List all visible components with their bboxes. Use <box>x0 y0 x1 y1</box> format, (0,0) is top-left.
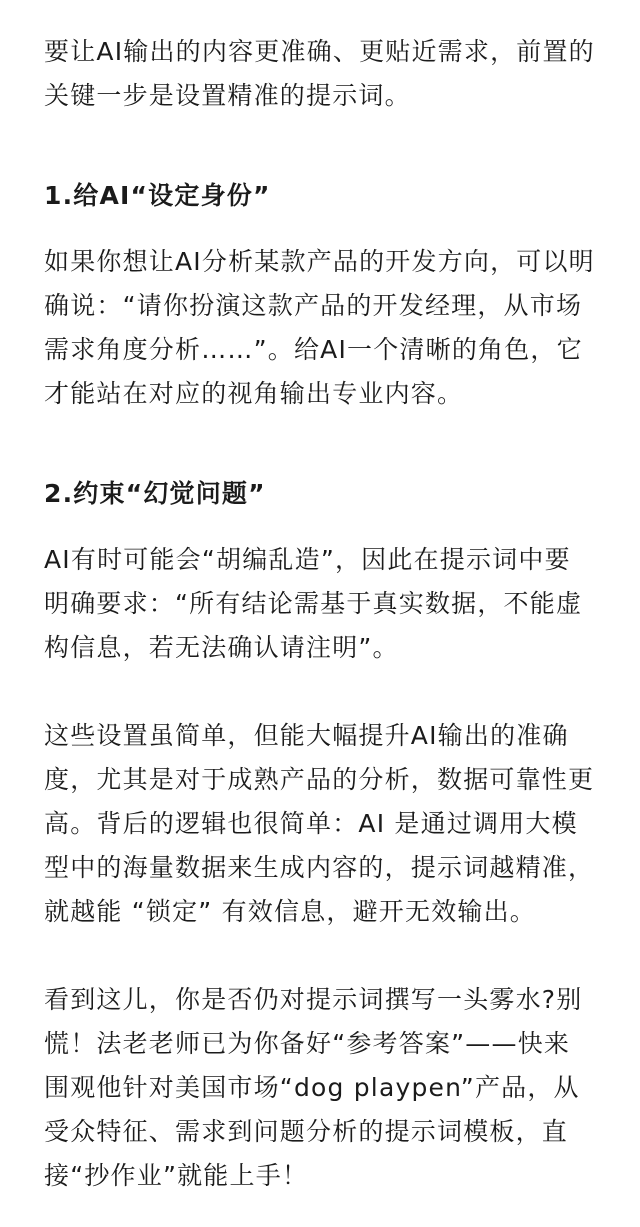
closing-paragraph: 看到这儿，你是否仍对提示词撰写一头雾水?别慌！法老老师已为你备好“参考答案”——快来围观他针对美国市场“dog playpen”产品，从受众特征、需求到问题分析的提示词模板，直接“抄作业”就能上手！ <box>44 985 583 1190</box>
spacer <box>44 516 596 538</box>
section-2-title: 2.约束“幻觉问题” <box>44 479 266 508</box>
spacer <box>44 670 596 714</box>
section-2-body: AI有时可能会“胡编乱造”，因此在提示词中要明确要求：“所有结论需基于真实数据，不能虚构信息，若无法确认请注明”。 <box>44 545 583 662</box>
section-1-title: 1.给AI“设定身份” <box>44 181 271 210</box>
spacer <box>44 416 596 472</box>
spacer <box>44 218 596 240</box>
spacer <box>44 934 596 978</box>
section-1-body: 如果你想让AI分析某款产品的开发方向，可以明确说：“请你扮演这款产品的开发经理，从市场需求角度分析……”。给AI一个清晰的角色，它才能站在对应的视角输出专业内容。 <box>44 247 595 408</box>
intro-paragraph: 要让AI输出的内容更准确、更贴近需求，前置的关键一步是设置精准的提示词。 <box>44 37 595 110</box>
summary-paragraph: 这些设置虽简单，但能大幅提升AI输出的准确度，尤其是对于成熟产品的分析，数据可靠性更高。背后的逻辑也很简单：AI 是通过调用大模型中的海量数据来生成内容的，提示词越精准，就越能 “锁定” 有效信息，避开无效输出。 <box>44 721 595 926</box>
spacer <box>44 118 596 174</box>
